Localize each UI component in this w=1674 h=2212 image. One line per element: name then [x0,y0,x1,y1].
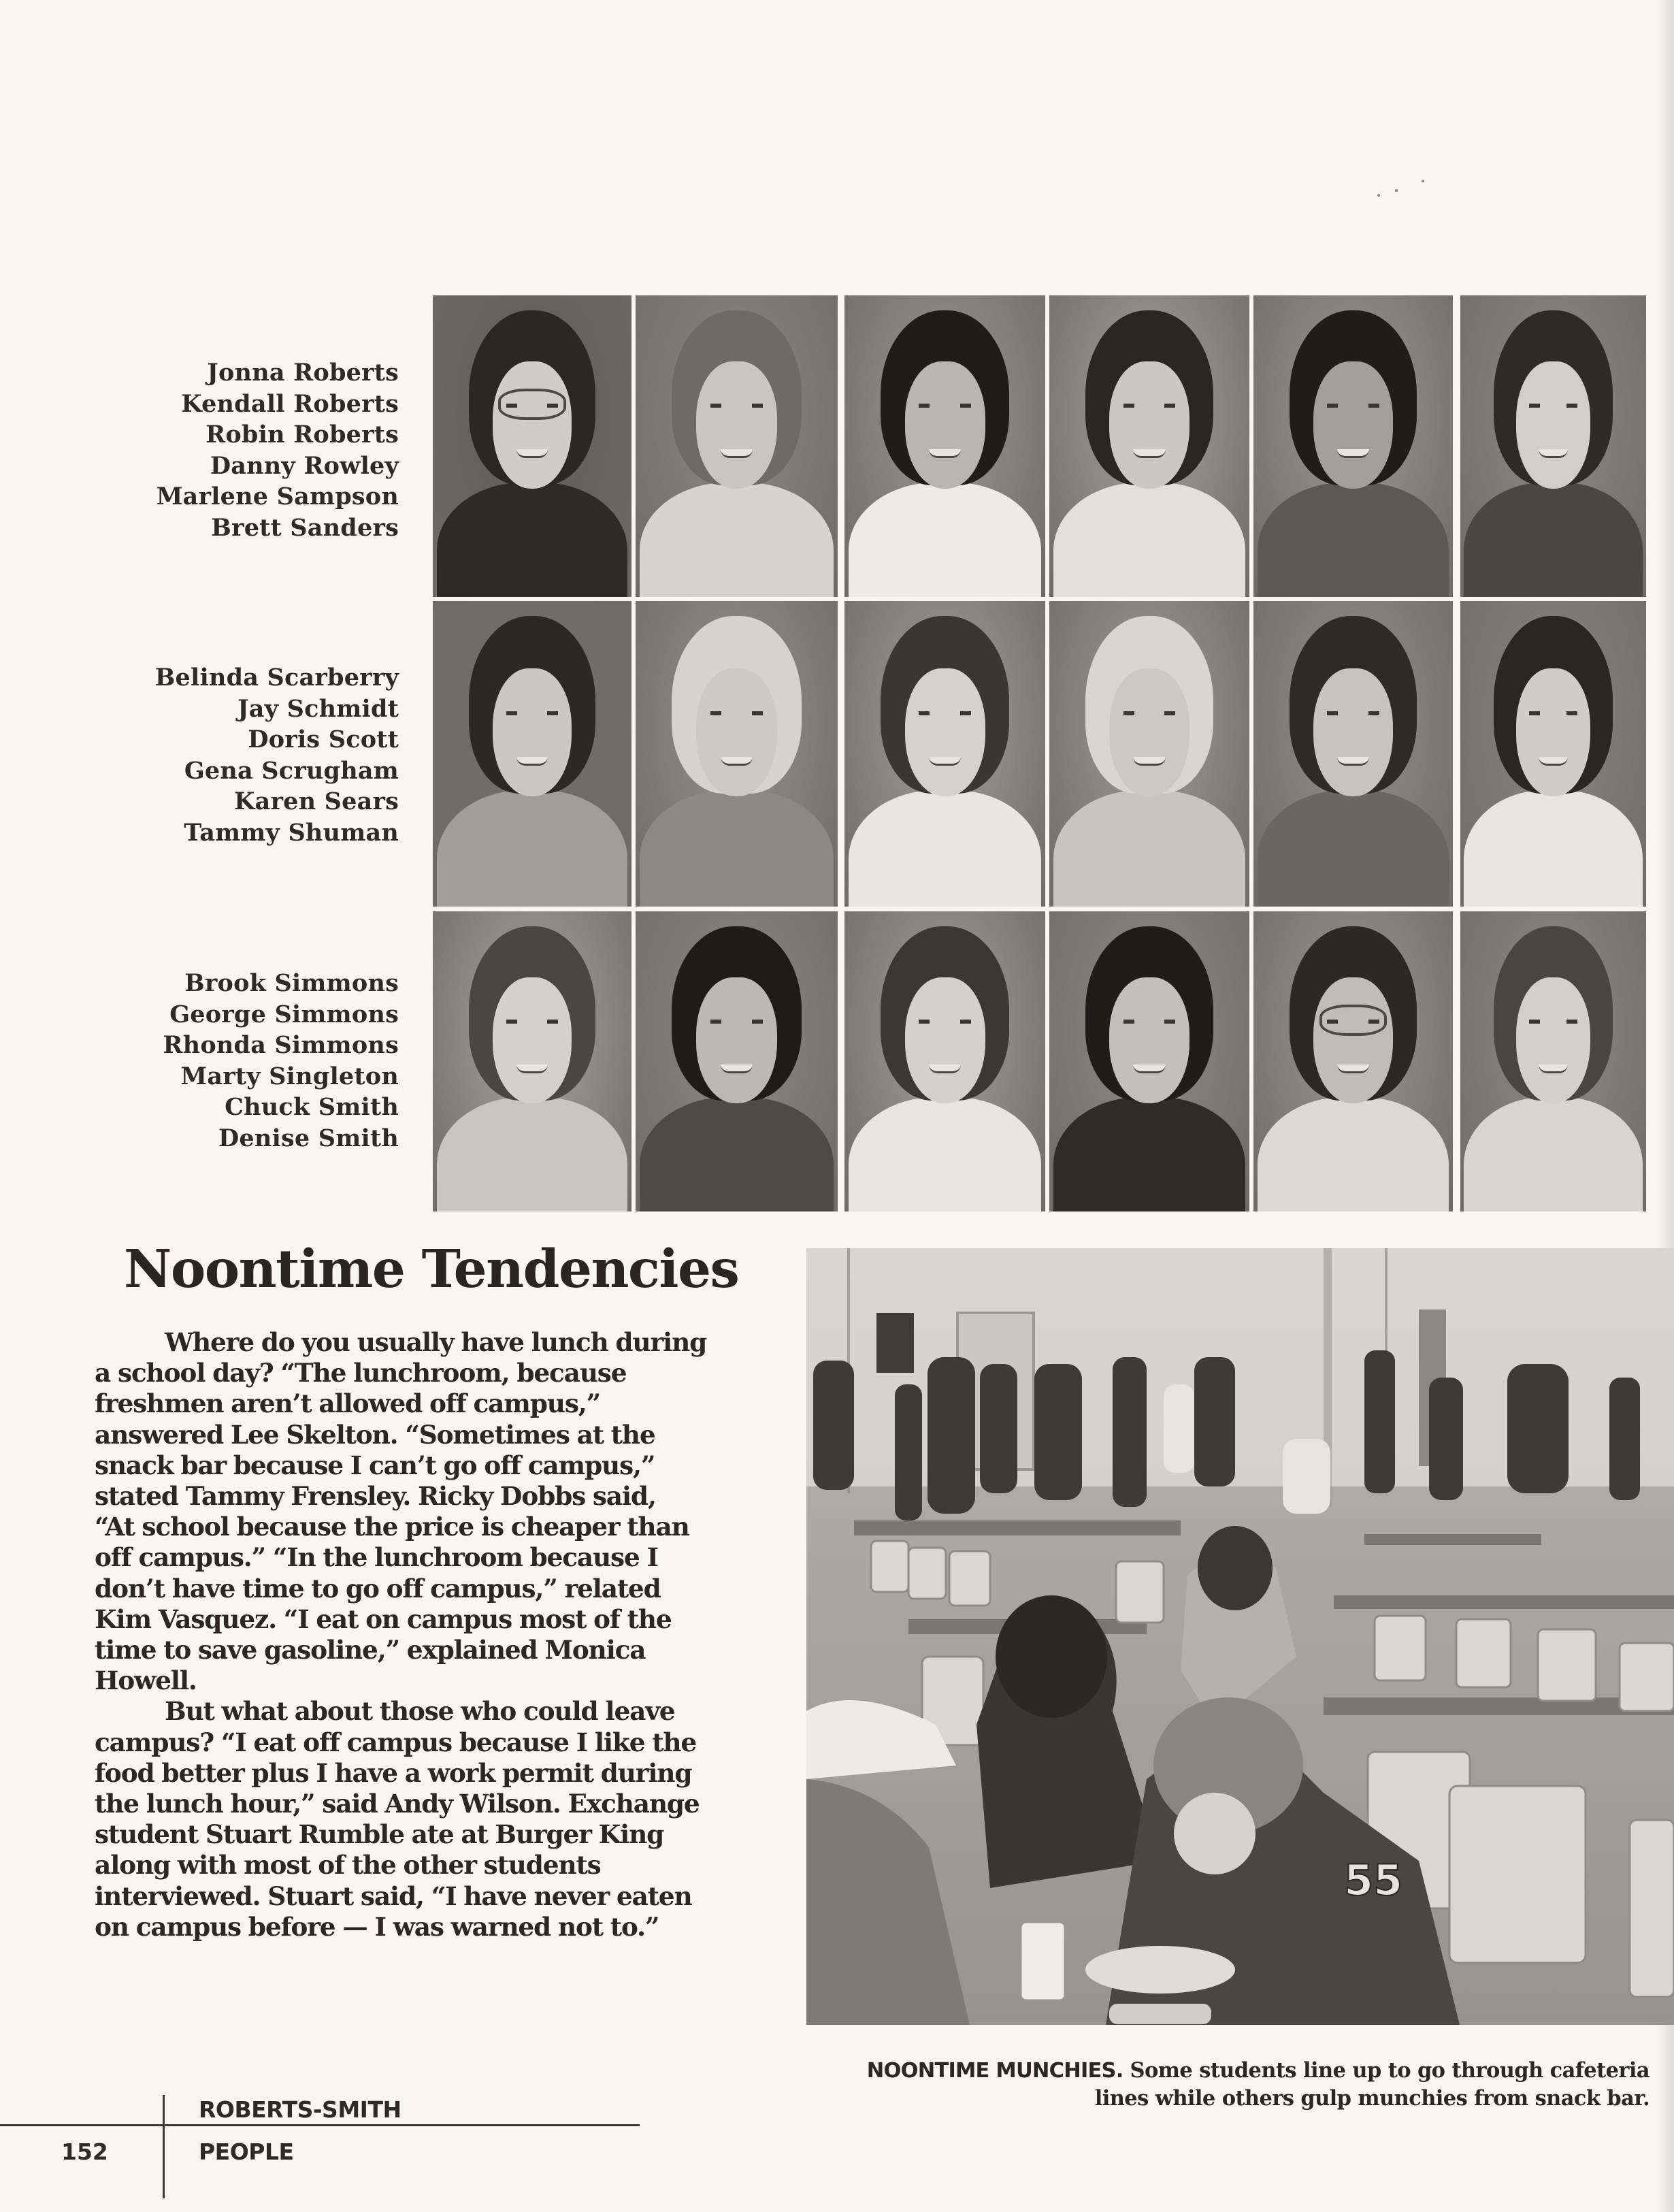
portrait-shoulders [1464,1097,1642,1211]
article-line: student Stuart Rumble ate at Burger King [95,1819,664,1850]
portrait-mouth [929,757,961,766]
page-number: 152 [61,2138,108,2165]
article-line: Howell. [95,1665,197,1696]
student-portrait [844,295,1045,597]
eyeglasses [498,389,565,420]
portrait-shoulders [640,790,834,907]
article-line: along with most of the other students [95,1850,601,1881]
article-line: snack bar because I can’t go off campus,” [95,1450,655,1480]
photo-caption [867,2057,1650,2113]
dust-speck [1377,194,1380,197]
student-portrait [1460,911,1646,1211]
portrait-face [493,668,572,797]
student-portrait [636,601,838,907]
article-line: time to save gasoline,” explained Monica [95,1635,646,1665]
portrait-shoulders [437,1097,627,1211]
student-name: Belinda Scarberry [154,664,399,692]
dust-speck [1395,189,1398,192]
portrait-face [1313,977,1393,1103]
portrait-eyes [1327,404,1379,408]
student-name: Danny Rowley [210,451,399,480]
student-portrait [1049,295,1249,597]
portrait-mouth [516,1064,548,1073]
student-name: Tammy Shuman [184,818,399,847]
portrait-mouth [1133,449,1165,458]
portrait-mouth [516,757,548,766]
folio-section-title: ROBERTS-SMITH [199,2096,401,2123]
student-portrait [636,911,838,1211]
caption-line-2: lines while others gulp munchies from snack bar. [1094,2086,1650,2111]
caption-text-1: Some students line up to go through cafeteria [1123,2058,1650,2083]
folio-category: PEOPLE [199,2138,294,2165]
portrait-face [696,668,777,797]
portrait-mouth [1539,757,1569,766]
portrait-shoulders [1053,483,1245,597]
portrait-eyes [506,1020,558,1024]
portrait-mouth [1337,757,1369,766]
portrait-shoulders [1053,790,1245,907]
student-name: Robin Roberts [206,421,399,449]
article-line: freshmen aren’t allowed off campus,” [95,1388,600,1419]
caption-line-1 [867,2057,1650,2085]
portrait-mouth [721,449,753,458]
student-portrait [844,601,1045,907]
portrait-shoulders [849,1097,1041,1211]
student-name: Jonna Roberts [207,359,399,387]
portrait-face [493,361,572,488]
student-portrait [1253,601,1453,907]
student-name: Doris Scott [248,726,399,753]
portrait-eyes [710,711,763,715]
student-portrait [1253,295,1453,597]
portrait-shoulders [437,790,627,907]
article-line: Where do you usually have lunch during [165,1327,707,1357]
eyeglasses [1319,1005,1388,1036]
student-portrait [1460,295,1646,597]
student-portrait [636,295,838,597]
portrait-shoulders [437,483,627,597]
article-paragraph [95,1696,802,1942]
portrait-face [1313,668,1393,797]
dust-speck [1422,180,1424,182]
student-name: Brook Simmons [184,969,399,997]
portrait-mouth [1133,1064,1165,1073]
student-name: Kendall Roberts [181,389,399,418]
student-name: George Simmons [169,1000,399,1028]
portrait-eyes [710,404,763,408]
portrait-face [1109,361,1189,488]
student-portrait [844,911,1045,1211]
portrait-shoulders [1258,790,1449,907]
student-name: Denise Smith [218,1124,399,1152]
portrait-face [696,977,777,1103]
cafeteria-photo [806,1248,1674,2025]
portrait-face [1516,977,1590,1103]
portrait-eyes [506,711,558,715]
portrait-mouth [929,449,961,458]
student-name: Brett Sanders [211,513,399,542]
student-portrait [1049,601,1249,907]
article-headline: Noontime Tendencies [124,1239,739,1300]
article-line: But what about those who could leave [165,1696,675,1727]
portrait-shoulders [1258,1097,1449,1211]
portrait-eyes [1529,1020,1577,1024]
portrait-face [905,361,985,488]
student-portrait [1460,601,1646,907]
portrait-eyes [919,711,971,715]
portrait-face [493,977,572,1103]
portrait-shoulders [1464,790,1642,907]
portrait-shoulders [849,483,1041,597]
student-portrait [433,601,631,907]
portrait-eyes [1123,1020,1175,1024]
portrait-row-2-names [155,662,399,848]
portrait-mouth [1539,1064,1569,1073]
article-line: on campus before — I was warned not to.” [95,1911,659,1942]
portrait-shoulders [640,483,834,597]
portrait-eyes [919,404,971,408]
portrait-eyes [919,1020,971,1024]
article-line: food better plus I have a work permit during [95,1757,692,1788]
article-line: interviewed. Stuart said, “I have never eaten [95,1881,692,1911]
caption-lead: NOONTIME MUNCHIES. [866,2059,1123,2083]
portrait-eyes [1123,404,1175,408]
portrait-eyes [1529,404,1577,408]
folio-rule-vertical [163,2095,165,2198]
folio-rule-horizontal [0,2124,640,2126]
portrait-shoulders [640,1097,834,1211]
portrait-mouth [1539,449,1569,458]
portrait-eyes [1529,711,1577,715]
article-line: campus? “I eat off campus because I like the [95,1727,697,1757]
portrait-shoulders [1053,1097,1245,1211]
portrait-face [905,668,985,797]
article-paragraph [95,1327,802,1696]
portrait-face [1516,361,1590,488]
article-line: off campus.” “In the lunchroom because I [95,1542,658,1573]
portrait-row-3-names [163,968,399,1154]
portrait-face [905,977,985,1103]
student-portrait [1253,911,1453,1211]
portrait-mouth [516,449,548,458]
article-line: “At school because the price is cheaper than [95,1512,689,1542]
portrait-eyes [1123,711,1175,715]
portrait-mouth [721,1064,753,1073]
article-line: answered Lee Skelton. “Sometimes at the [95,1419,655,1450]
jersey-number: 55 [1344,1855,1403,1905]
article-line: don’t have time to go off campus,” related [95,1573,661,1604]
student-name: Rhonda Simmons [163,1031,399,1059]
portrait-shoulders [1464,483,1642,597]
student-name: Karen Sears [233,787,399,815]
article-line: Kim Vasquez. “I eat on campus most of the [95,1604,672,1634]
portrait-mouth [1337,449,1369,458]
portrait-mouth [1337,1064,1369,1073]
portrait-mouth [721,757,753,766]
portrait-mouth [1133,757,1165,766]
portrait-mouth [929,1064,961,1073]
article-line: a school day? “The lunchroom, because [95,1358,627,1388]
portrait-face [1516,668,1590,797]
article-line: the lunch hour,” said Andy Wilson. Exchange [95,1789,700,1819]
student-name: Gena Scrugham [184,756,399,785]
cafeteria-photo-image [806,1248,1674,2025]
student-portrait [433,295,631,597]
student-name: Chuck Smith [225,1093,399,1121]
student-portrait [1049,911,1249,1211]
student-name: Marlene Sampson [156,483,399,510]
article-line: stated Tammy Frensley. Ricky Dobbs said, [95,1481,656,1512]
portrait-row-1-names [157,357,399,543]
student-name: Marty Singleton [180,1062,399,1090]
portrait-eyes [710,1020,763,1024]
student-name: Jay Schmidt [237,694,399,723]
portrait-shoulders [849,790,1041,907]
portrait-face [1109,977,1189,1103]
portrait-face [1313,361,1393,488]
portrait-shoulders [1258,483,1449,597]
article-body [95,1327,802,1942]
portrait-eyes [1327,711,1379,715]
student-portrait [433,911,631,1211]
portrait-face [696,361,777,488]
portrait-face [1109,668,1189,797]
